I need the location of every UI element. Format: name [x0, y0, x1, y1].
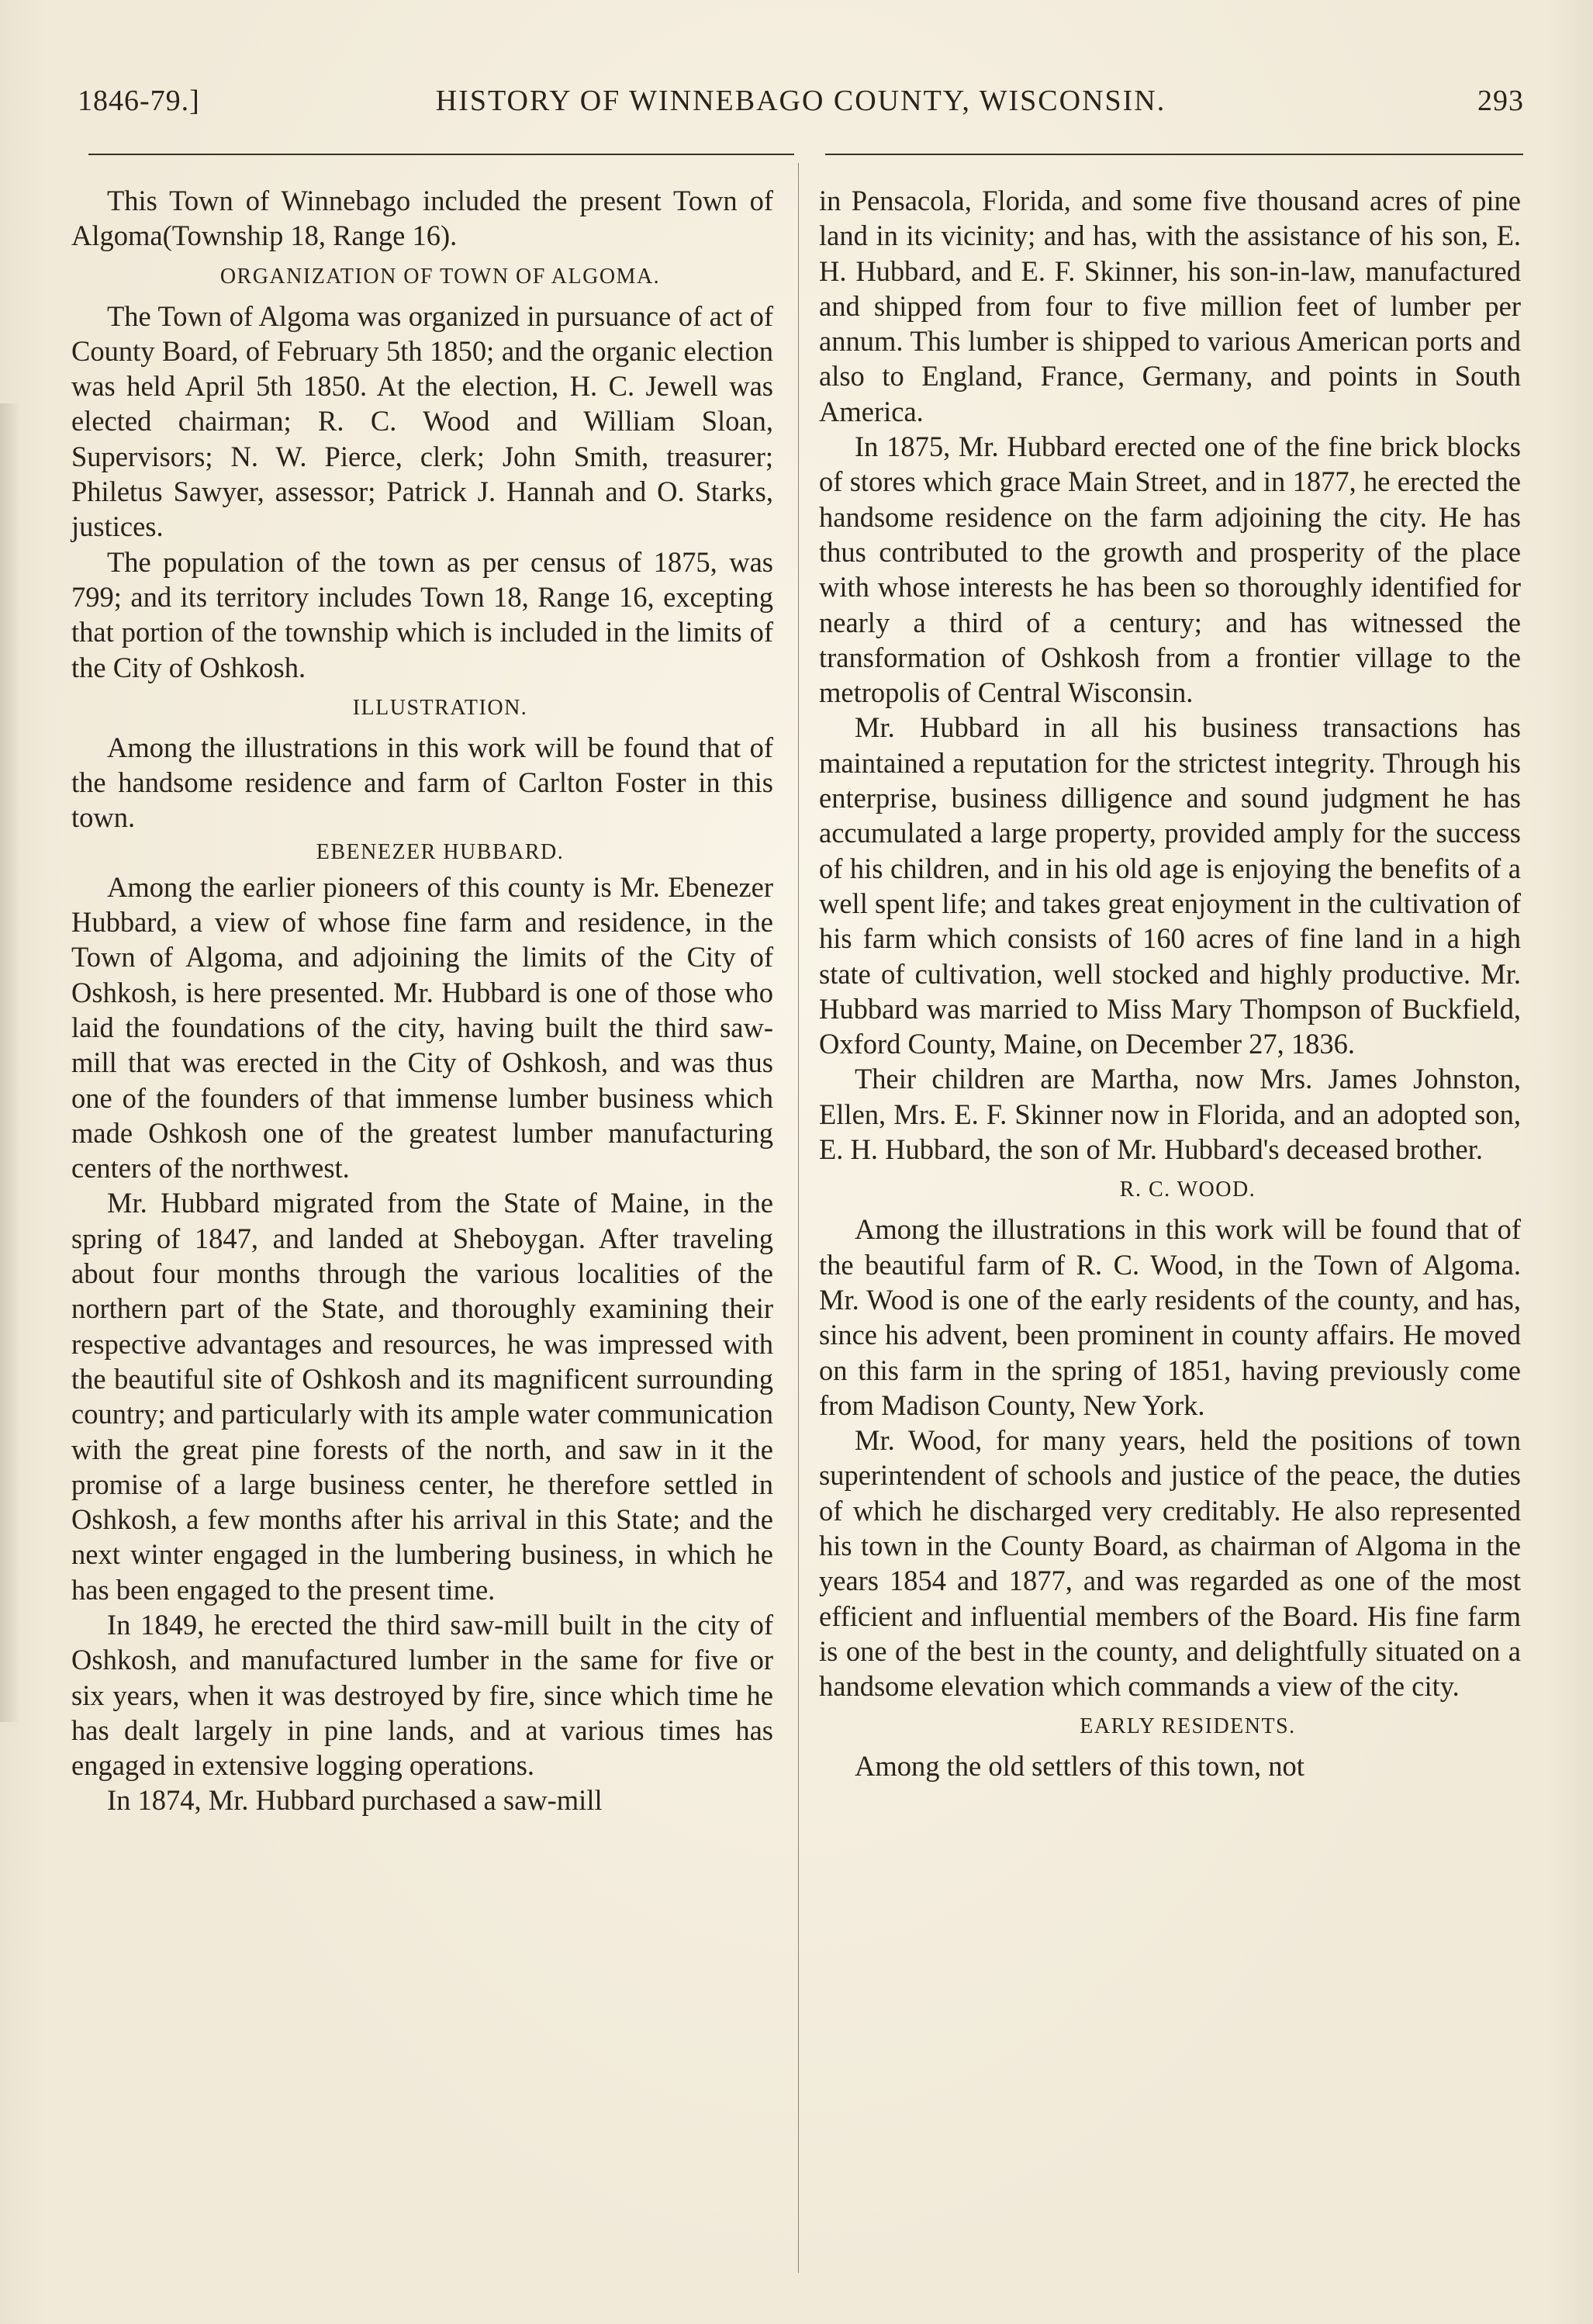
paragraph-organization: The Town of Algoma was organized in pursuance of act of County Board, of February 5th 1850; and the organic election was held April 5th 1850. At the election, H. C. Jewell was elected chairman; R. C. Wood and William Sloan, Supervisors; N. W. Pierce, clerk; John Smith, treasurer; Philetus Sawyer, assessor; Patrick J. Hannah and O. Starks, justices.: [71, 299, 773, 543]
heading-early-residents: EARLY RESIDENTS.: [1080, 1714, 1296, 1739]
left-column: [71, 183, 773, 1818]
paragraph-brick-blocks: In 1875, Mr. Hubbard erected one of the fine brick blocks of stores which grace Main Street, and in 1877, he erected the handsome residence on the farm adjoining the city. He has thus contributed to the growth and prosperity of the place with whose interests he has been so thoroughly identified for nearly a third of a century; and has witnessed the transformation of Oshkosh from a frontier village to the metropolis of Central Wisconsin.: [819, 431, 1521, 709]
paragraph-children: Their children are Martha, now Mrs. James Johnston, Ellen, Mrs. E. F. Skinner now in Florida, and an adopted son, E. H. Hubbard, the son of Mr. Hubbard's deceased brother.: [819, 1063, 1521, 1166]
right-column: [819, 183, 1521, 1784]
heading-rc-wood: R. C. WOOD.: [1119, 1178, 1256, 1202]
column-divider: [798, 163, 799, 2273]
page-edge-shadow: [0, 403, 20, 1722]
paragraph-illustration: Among the illustrations in this work will be found that of the handsome residence and farm of Carlton Foster in this town.: [71, 731, 773, 834]
header-title: HISTORY OF WINNEBAGO COUNTY, WISCONSIN.: [435, 85, 1166, 117]
header-rule-left: [88, 154, 794, 155]
running-header: [78, 84, 1524, 123]
heading-ebenezer-hubbard: EBENEZER HUBBARD.: [316, 839, 565, 864]
paragraph-wood-positions: Mr. Wood, for many years, held the positions of town superintendent of schools and justice of the peace, the duties of which he discharged very creditably. He also represented his town in the County Board, as chairman of Algoma in the years 1854 and 1877, and was regarded as one of the most efficient and influential members of the Board. His fine farm is one of the best in the county, and delightfully situated on a handsome elevation which commands a view of the city.: [819, 1424, 1521, 1703]
page-number: 293: [1477, 85, 1524, 117]
header-dates: 1846-79.]: [78, 85, 200, 117]
paragraph-old-settlers: Among the old settlers of this town, not: [855, 1750, 1304, 1783]
paragraph-town-winnebago: This Town of Winnebago included the present Town of Algoma(Township 18, Range 16).: [71, 185, 773, 252]
paragraph-pensacola: in Pensacola, Florida, and some five thousand acres of pine land in its vicinity; and has, with the assistance of his son, E. H. Hubbard, and E. F. Skinner, his son-in-law, manufactured and shipped from four to five million feet of lumber per annum. This lumber is shipped to various American ports and also to England, France, Germany, and points in South America.: [819, 185, 1521, 427]
heading-organization: ORGANIZATION OF TOWN OF ALGOMA.: [219, 264, 661, 289]
paragraph-hubbard-sawmill: In 1849, he erected the third saw-mill built in the city of Oshkosh, and manufactured lumber in the same for five or six years, when it was destroyed by fire, since which time he has dealt largely in pine lands, and at various times has engaged in extensive logging operations.: [71, 1608, 773, 1782]
paragraph-integrity: Mr. Hubbard in all his business transactions has maintained a reputation for the strictest integrity. Through his enterprise, business dilligence and sound judgment he has accumulated a large property, provided amply for the success of his children, and in his old age is enjoying the benefits of a well spent life; and takes great enjoyment in the cultivation of his farm which consists of 160 acres of fine land in a high state of cultivation, well stocked and highly productive. Mr. Hubbard was married to Miss Mary Thompson of Buckfield, Oxford County, Maine, on December 27, 1836.: [819, 711, 1521, 1060]
paragraph-population: The population of the town as per census of 1875, was 799; and its territory includes Town 18, Range 16, excepting that portion of the township which is included in the limits of the City of Oshkosh.: [71, 545, 773, 683]
paragraph-hubbard-1874: In 1874, Mr. Hubbard purchased a saw-mill: [107, 1784, 603, 1817]
paragraph-hubbard-migration: Mr. Hubbard migrated from the State of Maine, in the spring of 1847, and landed at Sheboygan. After traveling about four months through the various localities of the northern part of the State, and thoroughly examining their respective advantages and resources, he was impressed with the beautiful site of Oshkosh and its magnificent surrounding country; and particularly with its ample water communication with the great pine forests of the north, and saw in it the promise of a large business center, he therefore settled in Oshkosh, a few months after his arrival in this State; and the next winter engaged in the lumbering business, in which he has been engaged to the present time.: [71, 1187, 773, 1606]
paragraph-wood-farm: Among the illustrations in this work will be found that of the beautiful farm of R. C. Wood, in the Town of Algoma. Mr. Wood is one of the early residents of the county, and has, since his advent, been prominent in county affairs. He moved on this farm in the spring of 1851, having previously come from Madison County, New York.: [819, 1213, 1521, 1421]
header-rule-right: [825, 154, 1523, 155]
paragraph-hubbard-intro: Among the earlier pioneers of this county is Mr. Ebenezer Hubbard, a view of whose fine farm and residence, in the Town of Algoma, and adjoining the limits of the City of Oshkosh, is here presented. Mr. Hubbard is one of those who laid the foundations of the city, having built the third saw-mill that was erected in the City of Oshkosh, and was thus one of the founders of that immense lumber business which made Oshkosh one of the greatest lumber manufacturing centers of the northwest.: [71, 870, 773, 1184]
heading-illustration: ILLUSTRATION.: [352, 695, 528, 720]
